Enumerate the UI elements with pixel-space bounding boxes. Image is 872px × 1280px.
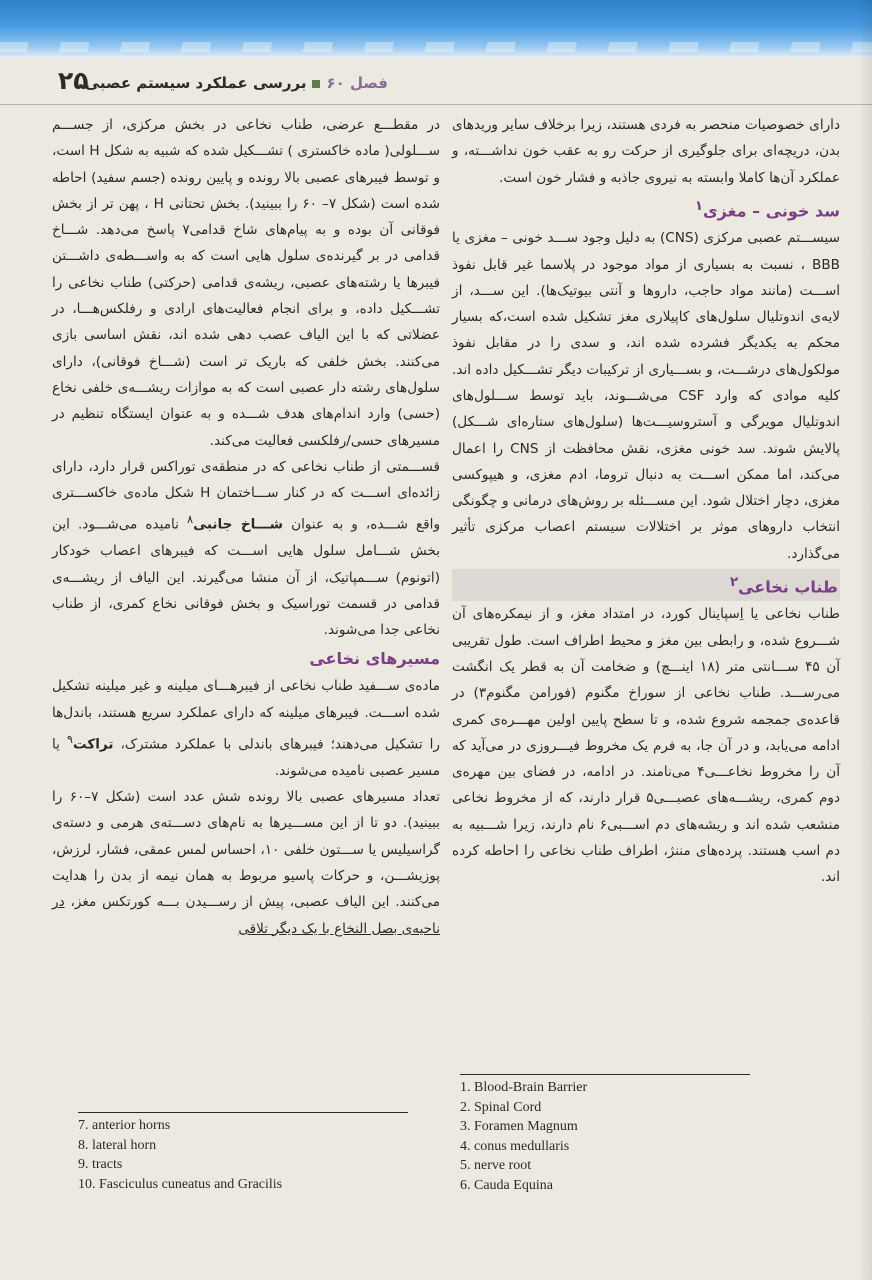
white-matter-text-a: ماده‌ی ســـفید طناب نخاعی از فیبرهـــای میلینه و غیر میلینه تشکیل شده اســـت. فیبرهای میلینه که دارای عملکرد سریع هستند، باندل‌ها را تشکیل می‌دهند؛ فیبرهای باندلی با عملکرد مشترک،	[52, 678, 440, 753]
section-heading-bbb	[452, 193, 840, 225]
footnote-divider-left	[78, 1112, 408, 1113]
footnote-8: 8. lateral horn	[78, 1137, 157, 1153]
footnote-10: 10. Fasciculus cuneatus and Gracilis	[78, 1176, 283, 1192]
cross-section-paragraph: در مقطـــع عرضی، طناب نخاعی در بخش مرکزی، از جســـم ســـلولی( ماده خاکستری ) تشـــکیل شده که شبیه به شکل H است، و توسط فیبرهای عصبی بالا رونده و پایین رونده (جسم سفید) احاطه شده است (شکل ۷– ۶۰ را ببینید). بخش تحتانی H ، پهن تر از بخش فوقانی آن بوده و به پیام‌های شاخ قدامی۷ پاسخ می‌دهد. شـــاخ قدامی در بر گیرنده‌ی سلول هایی است که به واســـطه‌ی داشـــتن فیبرها یا رشته‌های عصبی، ریشه‌ی قدامی (حرکتی) طناب نخاعی را تشـــکیل داده، و برای انجام فعالیت‌های ارادی و رفلکس‌هـــا، در عضلاتی که با این الیاف عصب دهی شده اند، نقش اساسی بازی می‌کنند. بخش خلفی که باریک تر است (شـــاخ فوقانی)، دارای سلول‌های رشته دار عصبی است که به موازات ریشـــه‌ی خلفی نخاع (حسی) وارد اندام‌های هدف شـــده و به عنوان ایستگاه تنظیم در مسیرهای حسی/رفلکسی فعالیت می‌کند.	[52, 117, 441, 449]
lateral-horn-text-a: قســـمتی از طناب نخاعی که در منطقه‌ی توراکس قرار دارد، دارای زائده‌ای اســـت که در کنار ســـاختمان H شکل ماده‌ی خاکســـتری واقع شـــده، و به عنوان	[52, 458, 441, 533]
page-number: ۲۵	[58, 66, 89, 95]
bbb-heading-text: سد خونی – مغزی	[703, 201, 840, 221]
footnote-4: 4. conus medullaris	[460, 1138, 570, 1154]
lateral-horn-paragraph	[52, 454, 440, 644]
intro-paragraph: دارای خصوصیات منحصر به فردی هستند، زیرا برخلاف سایر وریدهای بدن، دریچه‌ای برای جلوگیری از حرکت رو به عقب خون نداشـــته، و عملکرد آن‌ها کاملا وابسته به نیروی جاذبه و فشار خون است.	[452, 117, 840, 186]
tract-term: تراکت	[72, 736, 114, 753]
spinal-cord-paragraph: طناب نخاعی یا اِسپاینال کورد، در امتداد مغز، و از نیمکره‌های آن شـــروع شده، و رابطی بین مغز و محیط اطراف است. طول تقریبی آن ۴۵ ســـانتی متر (۱۸ اینـــچ) و ضخامت آن به قطر یک انگشت می‌رســـد. طناب نخاعی از سوراخ مگنوم (فورامن مگنوم۳) در قاعده‌ی جمجمه شروع شده، و تا سطح پایین اولین مهـــره‌ی کمری ادامه می‌یابد، و در آن جا، به فرم یک مخروط فیـــروزی در می‌آید که آن را مخروط نخاعـــی۴ می‌نامند. در ادامه، در فضای بین مهره‌ی دوم کمری، ریشـــه‌های عصبـــی۵ قرار دارند، که از مخروط نخاعی منشعب شده اند و ریشه‌های دم اســـبی۶ نام دارند، زیرا شـــبیه به دم اسب هستند. پرده‌های مننژ، اطراف طناب نخاعی را احاطه کرده اند.	[452, 606, 841, 886]
footnote-2: 2. Spinal Cord	[460, 1099, 542, 1115]
bbb-paragraph: سیســـتم عصبی مرکزی (CNS) به دلیل وجود ســـد خونی – مغزی یا BBB ، نسبت به بسیاری از مواد موجود در پلاسما غیر قابل نفوذ اســـت (مانند مواد حاجب، داروها و آنتی بیوتیک‌ها). این ســـد، از لایه‌ی اندوتلیال سلول‌های کاپیلاری مغز تشکیل شده است،که بسیار محکم به یکدیگر فشرده شده اند، و سدی را در مقابل نفوذ مولکول‌های درشـــت، و بســـیاری از ترکیبات دیگر تشـــکیل داده اند. کلیه موادی که وارد CSF می‌شـــوند، باید توسط ســـلول‌های اندوتلیال مویرگی و آستروسیـــت‌ها (سلول‌های ستاره‌ای شـــکل) پالایش شوند. سد خونی مغزی، نقش محافظت از CNS را اعمال می‌کند، اما ممکن اســـت به دنبال تروما، ادم مغزی، و هیپوکسی مغزی، دچار اختلال شود. این مســـئله بر روش‌های درمانی و چگونگی انتخاب داروهای موثر بر اختلالات سیستم اعصاب مرکزی تأثیر می‌گذارد.	[452, 230, 841, 562]
ascending-paths-paragraph	[52, 784, 440, 942]
footnote-5: 5. nerve root	[460, 1158, 532, 1174]
tract-ref: ۹	[66, 732, 73, 747]
header-divider	[0, 104, 872, 105]
lateral-horn-text-b: نامیده می‌شـــود. این بخش شـــامل سلول هایی اســـت که فیبرهای اعصاب خودکار (اتونوم) ســـمپاتیک، از آن منشا می‌گیرند. این الیاف از ریشـــه‌ی قدامی در قسمت توراسیک و بخش فوقانی نخاع کمری، از طناب نخاعی جدا می‌شوند.	[52, 516, 440, 639]
page-header	[0, 62, 872, 106]
chapter-title: بررسی عملکرد سیستم عصبی	[84, 74, 307, 92]
section-heading-spinal-pathways: مسیرهای نخاعی	[309, 649, 440, 669]
left-column	[52, 112, 440, 942]
white-matter-paragraph	[52, 673, 440, 784]
chapter-label: فصل ۶۰	[326, 74, 388, 92]
footnote-7: 7. anterior horns	[78, 1118, 171, 1133]
ascending-paths-underlined: در ناحیه‌ی بصل النخاع با یک دیگر تلاقی	[52, 894, 440, 937]
top-decorative-band	[0, 0, 872, 58]
chapter-heading	[85, 74, 388, 92]
square-bullet-icon	[312, 80, 320, 88]
bbb-heading-ref: ۱	[694, 198, 703, 214]
white-matter-text-b: یا مسیر عصبی نامیده می‌شوند.	[52, 736, 440, 779]
footnote-6: 6. Cauda Equina	[460, 1177, 553, 1193]
cord-heading-ref: ۲	[729, 575, 739, 591]
footnotes-left	[78, 1116, 282, 1194]
footnotes-right	[460, 1078, 587, 1196]
lateral-horn-ref: ۸	[186, 512, 194, 527]
footnote-3: 3. Foramen Magnum	[460, 1119, 578, 1135]
cord-heading-text: طناب نخاعی	[738, 577, 838, 597]
ascending-paths-text: تعداد مسیرهای عصبی بالا رونده شش عدد است (شکل ۷–۶۰ را ببینید). دو تا از این مســـیرها به نام‌های دســـته‌ی هرمی و دسته‌ی گراسیلیس یا ســـتون خلفی ۱۰، احساس لمس عمقی، فشار، لرزش، پوزیشـــن، و حرکات پاسیو مربوط به همان نیمه از بدن را هدایت می‌کنند. این الیاف عصبی، پیش از رســـیدن بـــه کورتکس مغز،	[52, 789, 441, 911]
footnote-9: 9. tracts	[78, 1157, 123, 1173]
right-column	[452, 112, 840, 891]
lateral-horn-term: شـــاخ جانبی	[193, 516, 284, 533]
page-edge-shadow	[858, 0, 872, 1280]
footnote-divider-right	[460, 1074, 750, 1075]
footnote-1: 1. Blood-Brain Barrier	[460, 1080, 588, 1095]
section-heading-spinal-cord	[452, 569, 840, 601]
